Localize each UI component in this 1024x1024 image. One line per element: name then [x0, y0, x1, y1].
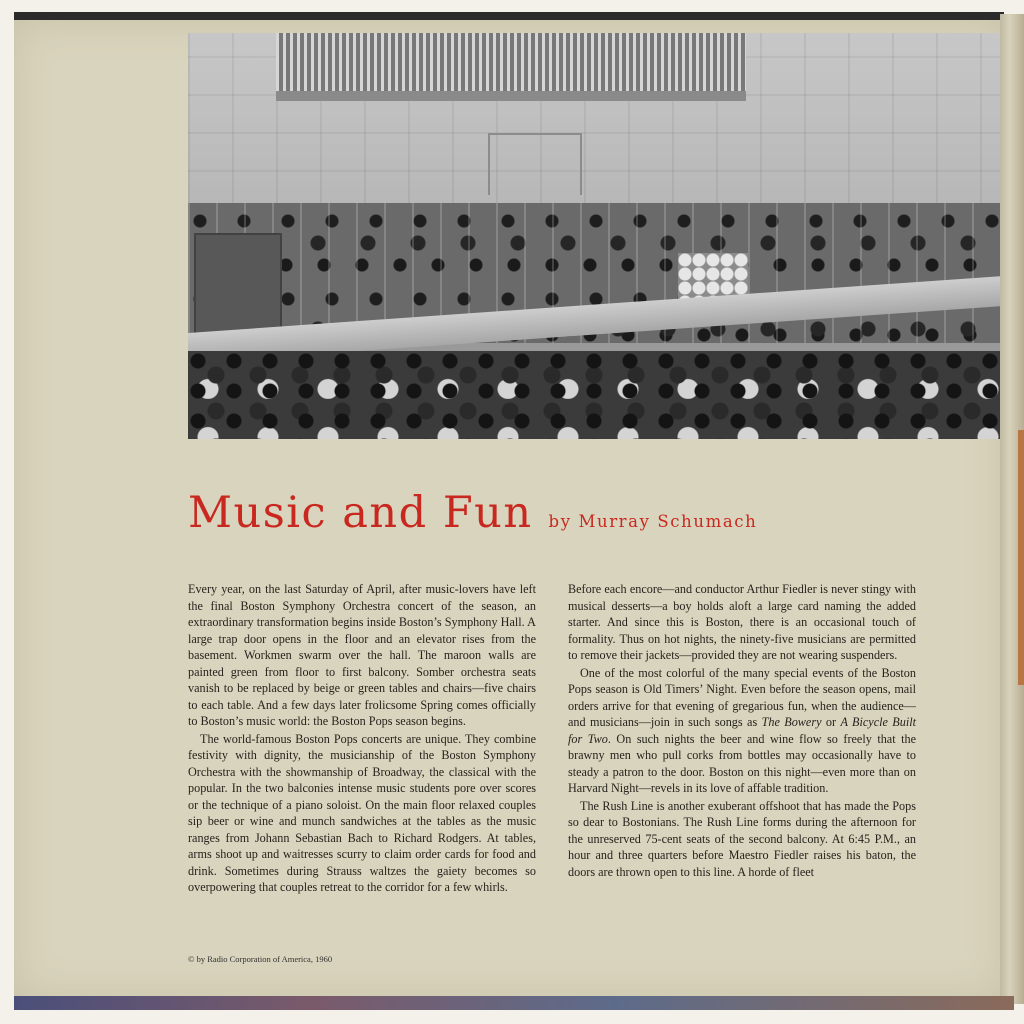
orchestra-photo — [188, 33, 1000, 439]
hall-doorway — [488, 133, 582, 195]
song-title: A Bicycle Built for Two — [568, 715, 916, 746]
paragraph: Every year, on the last Saturday of April, after music-lovers have left the final Boston Symphony Orchestra concert of the season, an extraordinary transformation begins inside Boston’s Symphony Hall. A large trap door opens in the floor and an elevator rises from the basement. Workmen swarm over the hall. The maroon walls are painted green from floor to first balcony. Somber orchestra seats vanish to be replaced by beige or green tables and chairs—five chairs to each table. And a few days later frolicsome Spring comes officially to Boston’s music world: the Boston Pops season begins. — [188, 582, 536, 728]
song-title: The Bowery — [761, 715, 822, 729]
paragraph: The world-famous Boston Pops concerts are unique. They combine festivity with dignity, the musicianship of the Boston Symphony Orchestra with the showmanship of Broadway, the classical with the popular. In the two balconies intense music students pore over scores or the technique of a piano soloist. On the main floor relaxed couples sip beer or wine and munch sandwiches at the tables as the music ranges from Johann Sebastian Bach to Richard Rodgers. At tables, arms shoot up and waitresses scurry to claim order cards for food and drink. Sometimes during Strauss waltzes the gaiety becomes so overpowering that couples retreat to the corridor for a few whirls. — [188, 731, 536, 894]
audience-tables — [188, 351, 1000, 439]
text-span: . On such nights the beer and wine flow so freely that the brawny men who pull corks from bottles may occasionally have to steady a patron to the door. Boston on this night—even more than on Harvard Night—revels in its love of affable tradition. — [568, 731, 916, 795]
right-column — [568, 581, 916, 880]
text-span: or — [821, 715, 841, 729]
copyright-notice: © by Radio Corporation of America, 1960 — [188, 954, 333, 964]
paragraph: Before each encore—and conductor Arthur Fiedler is never stingy with musical desserts—a boy holds aloft a large card naming the added starter. And since this is Boston, there is an occasional touch of formality. Thus on hot nights, the ninety-five musicians are permitted to remove their jackets—provided they are not wearing suspenders. — [568, 582, 916, 662]
article-heading — [188, 488, 928, 538]
spine-stripe — [1018, 430, 1024, 685]
article-byline: by Murray Schumach — [548, 512, 758, 531]
left-column — [188, 581, 536, 896]
paragraph — [568, 665, 916, 797]
organ-balcony — [276, 33, 746, 101]
page-margin — [0, 1010, 1024, 1024]
article-title: Music and Fun — [188, 488, 533, 538]
text-span: One of the most colorful of the many special events of the Boston Pops season is Old Timers’ Night. Even before the season opens, mail orders arrive for that evening of gregarious fun, when the audience—and musicians—join in such songs as — [568, 665, 916, 729]
paragraph: The Rush Line is another exuberant offshoot that has made the Pops so dear to Bostonians. The Rush Line forms during the afternoon for the unreserved 75-cent seats of the second balcony. At 6:45 P.M., an hour and three quarters before Maestro Fiedler raises his baton, the doors are thrown open to this line. A horde of fleet — [568, 798, 916, 879]
